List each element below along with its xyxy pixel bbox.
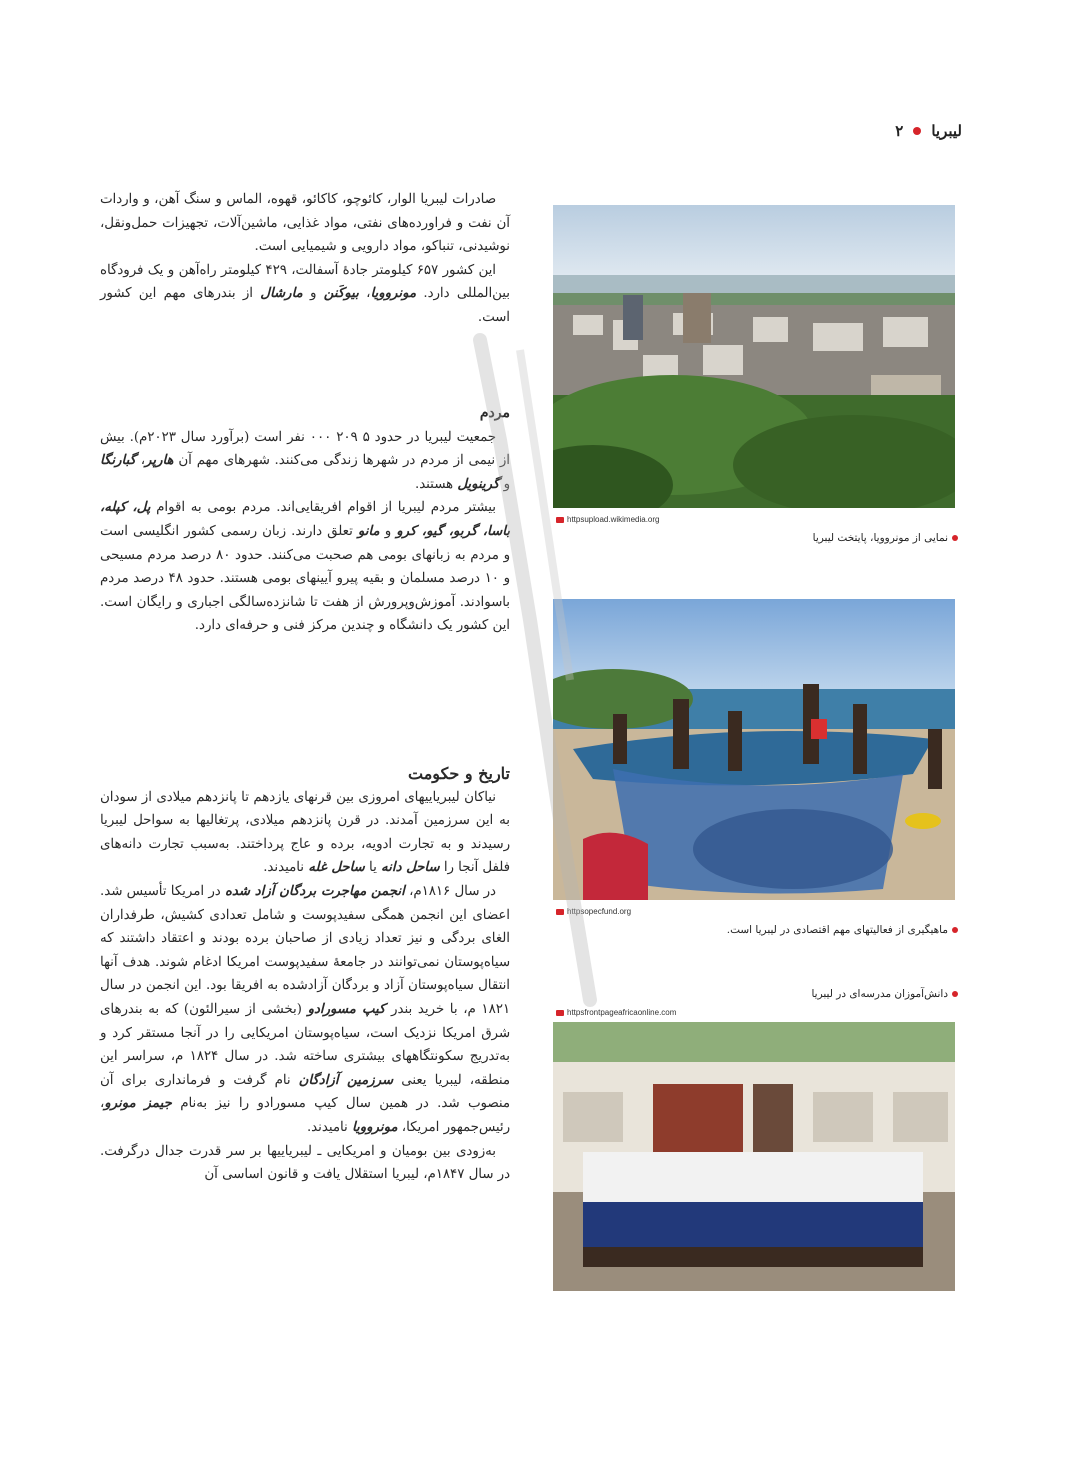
monrovia-name: مونروویا bbox=[351, 1119, 398, 1135]
city-greenville: گرینویل bbox=[457, 476, 500, 492]
hist1-text: نیاکان لیبریاییهای امروزی بین قرنهای یازدهم تا پانزدهم میلادی از سودان به این سرزمین آمدند. در قرن پانزدهم میلادی، پرتغالیها به سواحل لیبریا رسیدند و به تجارت ادویه، برده و عاج پرداختند. به‌سبب تجارت دانه‌های فلفل آنجا را bbox=[100, 789, 510, 876]
photo-monrovia bbox=[553, 205, 955, 508]
people-section bbox=[100, 402, 510, 638]
camera-icon bbox=[556, 1010, 564, 1016]
roads-text-end: از بندرهای مهم این کشور است. bbox=[100, 286, 510, 325]
city-gbarnga: گبارنگا bbox=[100, 453, 136, 469]
hist2-text-c: در امریکا تأسیس شد. اعضای این انجمن همگی سفیدپوست و شامل تعدادی کشیش، طرفداران الغای بردگی و نیز تعداد زیادی از صاحبان برده بودند و اعتقاد داشتند که سیاه‌پوستان نمی‌توانند در جامعهٔ سفیدپوست امریکا ادغام شوند. هدف آنها انتقال سیاه‌پوستان آزاد و بردگان آزادشده به افریقا بود. این انجمن در سال ۱۸۲۱ م، با خرید بندر bbox=[100, 883, 510, 1017]
source-text: httpsopecfund.org bbox=[567, 907, 632, 916]
port-monrovia: مونروویا bbox=[370, 286, 417, 302]
bullet-dot-icon bbox=[913, 127, 921, 135]
hist2-text-e: نام گرفت و فرمانداری برای آن منصوب شد. در همین سال کیپ مسورادو را نیز به‌نام bbox=[100, 1072, 510, 1112]
photo-fishing bbox=[553, 599, 955, 900]
bullet-dot-icon bbox=[952, 991, 958, 997]
tribes-paragraph bbox=[100, 496, 510, 638]
history-heading: تاریخ و حکومت bbox=[408, 764, 510, 783]
camera-icon bbox=[556, 517, 564, 523]
hist2-text-f: ، رئیس‌جمهور امریکا، bbox=[100, 1096, 510, 1135]
port-marshall: مارشال bbox=[260, 286, 303, 302]
grain-coast-1: ساحل دانه bbox=[381, 860, 440, 876]
population-paragraph bbox=[100, 426, 510, 497]
page-number: ۲ bbox=[895, 122, 904, 140]
sep: ، bbox=[135, 453, 146, 469]
pop-text-end: هستند. bbox=[414, 476, 458, 492]
students-illustration bbox=[553, 1022, 955, 1291]
conj: و bbox=[302, 286, 324, 302]
hist2-text-a: در سال ۱۸۱۶م، bbox=[404, 883, 496, 899]
photo-caption-2 bbox=[727, 924, 958, 936]
people-heading: مردم bbox=[479, 405, 510, 421]
photo-caption-3 bbox=[811, 988, 958, 1000]
hist1-text-end: نامیدند. bbox=[263, 860, 309, 876]
grain-coast-2: ساحل غله bbox=[308, 860, 365, 876]
photo-students bbox=[553, 1022, 955, 1291]
land-of-free: سرزمین آزادگان bbox=[298, 1072, 394, 1088]
city-harper: هارپر bbox=[145, 453, 174, 469]
history-paragraph-3: به‌زودی بین بومیان و امریکایی ـ لیبریاییها بر سر قدرت جدال درگرفت. در سال ۱۸۴۷م، لیبریا استقلال یافت و قانون اساسی آن bbox=[100, 1143, 510, 1183]
james-monroe: جیمز مونرو bbox=[104, 1096, 172, 1112]
fishing-illustration bbox=[553, 599, 955, 900]
exports-paragraph: صادرات لیبریا الوار، کائوچو، کاکائو، قهوه، الماس و سنگ آهن، و واردات آن نفت و فراورده‌های نفتی، مواد غذایی، ماشین‌آلات، تجهیزات حمل‌ونقل، نوشیدنی، تنباکو، مواد دارویی و شیمیایی است. bbox=[100, 192, 510, 255]
page-title: لیبریا bbox=[931, 122, 962, 140]
sep: ، bbox=[358, 286, 371, 302]
tribes-text: بیشتر مردم لیبریا از اقوام افریقایی‌اند. مردم بومی به اقوام bbox=[150, 500, 497, 516]
bullet-dot-icon bbox=[952, 927, 958, 933]
conj: و bbox=[379, 523, 397, 539]
exports-section bbox=[100, 188, 510, 330]
tribes-text-end: تعلق دارند. زبان رسمی کشور انگلیسی است و مردم به زبانهای بومی هم صحبت می‌کنند. حدود ۸۰ درصد مردم مسیحی و ۱۰ درصد مسلمان و بقیه پیرو آیینهای بومی هستند. حدود ۴۸ درصد مردم باسوادند. آموزش‌وپرورش از هفت تا شانزده‌سالگی اجباری و رایگان است. این کشور یک دانشگاه و چندین مرکز فنی و حرفه‌ای دارد. bbox=[100, 523, 510, 634]
cape-mesurado: کیپ مسورادو bbox=[307, 1001, 386, 1017]
hist2-text-d: (بخشی از سیرالئون) که به بندرهای شرق امریکا نزدیک است، سیاه‌پوستان امریکایی را در آنجا مستقر کرد و به‌تدریج سکونتگاههای بیشتری ساخته شد. در سال ۱۸۲۴ م، سراسر این منطقه، لیبریا یعنی bbox=[100, 1001, 511, 1088]
photo-source-1 bbox=[556, 515, 660, 524]
camera-icon bbox=[556, 909, 564, 915]
hist2-text-g: نامیدند. bbox=[306, 1119, 352, 1135]
history-paragraph-2 bbox=[100, 880, 510, 1140]
caption-text: ماهیگیری از فعالیتهای مهم اقتصادی در لیبریا است. bbox=[726, 924, 948, 936]
photo-caption-1 bbox=[813, 532, 958, 544]
caption-text: نمایی از مونروویا، پایتخت لیبریا bbox=[812, 532, 948, 544]
monrovia-illustration bbox=[553, 205, 955, 508]
history-section bbox=[100, 762, 510, 1187]
tribe-names: پل، کپله، باسا، گربو، گیو، کرو bbox=[100, 500, 511, 539]
history-paragraph-1 bbox=[100, 786, 510, 880]
source-text: httpsfrontpageafricaonline.com bbox=[567, 1008, 677, 1017]
source-text: httpsupload.wikimedia.org bbox=[567, 515, 660, 524]
tribe-mano: مانو bbox=[357, 523, 380, 539]
society-name: انجمن مهاجرت بردگان آزاد شده bbox=[224, 883, 405, 899]
conj: یا bbox=[364, 860, 382, 876]
roads-text: این کشور ۶۵۷ کیلومتر جادهٔ آسفالت، ۴۲۹ کیلومتر راه‌آهن و یک فرودگاه بین‌المللی دارد. bbox=[100, 262, 510, 302]
bullet-dot-icon bbox=[952, 535, 958, 541]
port-buchanan: بیوکَنن bbox=[323, 286, 359, 302]
roads-paragraph bbox=[100, 259, 510, 330]
photo-source-2 bbox=[556, 907, 631, 916]
caption-text: دانش‌آموزان مدرسه‌ای در لیبریا bbox=[811, 988, 948, 1000]
page-header bbox=[895, 122, 962, 140]
conj: و bbox=[499, 476, 510, 492]
pop-text: جمعیت لیبریا در حدود ۵ ۲۰۹ ۰۰۰ نفر است (برآورد سال ۲۰۲۳م). بیش از نیمی از مردم در شهرها زندگی می‌کنند. شهرهای مهم آن bbox=[100, 429, 510, 469]
photo-source-3 bbox=[556, 1008, 676, 1017]
